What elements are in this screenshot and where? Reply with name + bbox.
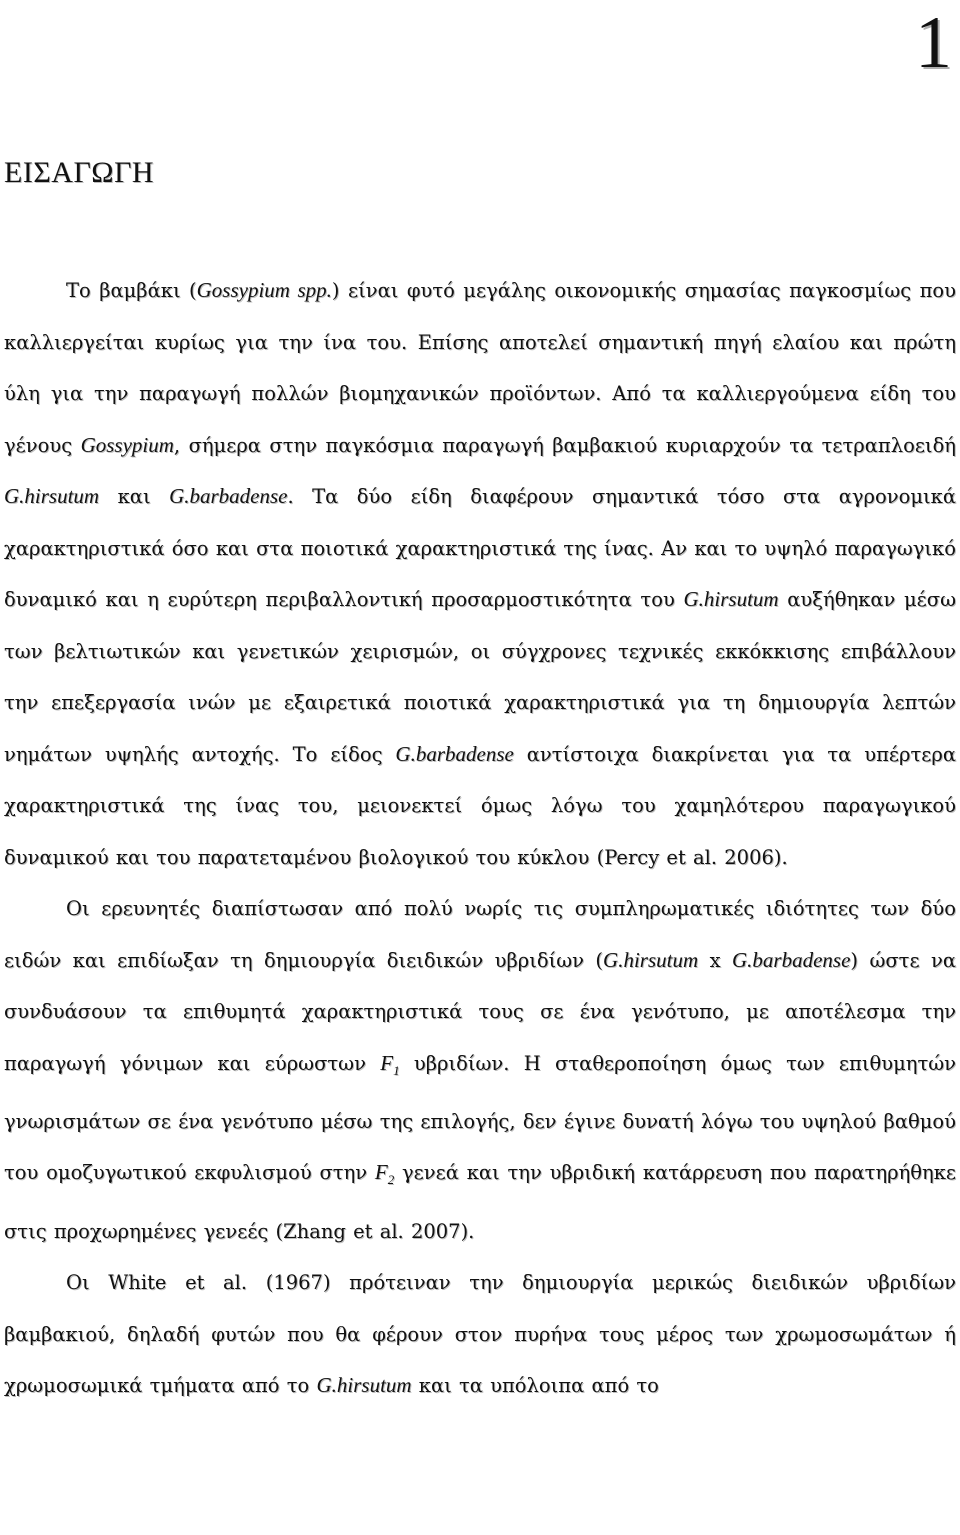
- chapter-title: ΕΙΣΑΓΩΓΗ: [4, 156, 155, 189]
- text-run: αυξήθηκαν μέσω των βελτιωτικών και γενετικών χειρισμών, οι σύγχρονες τεχνικές εκκόκκισης επιβάλλουν την επεξεργασία ινών με εξαιρετικά ποιοτικά χαρακτηριστικά για τη δημιουργία λεπτών νημάτων υψηλής αντοχής. Το είδος: [4, 588, 956, 766]
- text-run: . Τα δύο είδη διαφέρουν σημαντικά τόσο στα αγρονομικά χαρακτηριστικά όσο και στα ποιοτικά χαρακτηριστικά της ίνας. Αν και το υψηλό παραγωγικό δυναμικό και η ευρύτερη περιβαλλοντική προσαρμοστικότητα του: [4, 485, 956, 611]
- text-run: γενεά και την υβριδική κατάρρευση που παρατηρήθηκε στις προχωρημένες γενεές (Zhang et al. 2007).: [4, 1161, 956, 1243]
- text-run: , σήμερα στην παγκόσμια παραγωγή βαμβακιού κυριαρχούν τα τετραπλοειδή: [173, 433, 956, 457]
- paragraph: [4, 1257, 956, 1412]
- italic-text: F: [374, 1160, 388, 1185]
- subscript-text: 2: [387, 1172, 395, 1188]
- text-run: ) είναι φυτό μεγάλης οικονομικής σημασίας παγκοσμίως που καλλιεργείται κυρίως για την ίνα του. Επίσης αποτελεί σημαντική πηγή ελαίου και πρώτη ύλη για την παραγωγή πολλών βιομηχανικών προϊόντων. Από τα καλλιεργούμενα είδη του γένους: [4, 279, 956, 457]
- italic-text: G.barbadense: [732, 947, 851, 972]
- body-text: [4, 265, 956, 1412]
- text-run: και: [99, 485, 170, 508]
- text-run: Το βαμβάκι (: [66, 279, 197, 302]
- italic-text: G.hirsutum: [316, 1373, 412, 1398]
- text-run: υβριδίων. Η σταθεροποίηση όμως των επιθυμητών γνωρισμάτων σε ένα γενότυπο μέσω της επιλογής, δεν έγινε δυνατή λόγω του υψηλού βαθμού του ομοζυγωτικού εκφυλισμού στην: [4, 1051, 956, 1185]
- italic-text: F: [380, 1050, 394, 1075]
- text-run: Οι White et al. (1967) πρότειναν την δημιουργία μερικώς διειδικών υβριδίων βαμβακιού, δηλαδή φυτών που θα φέρουν στον πυρήνα τους μέρος των χρωμοσωμάτων ή χρωμοσωμικά τμήματα από το: [4, 1271, 956, 1398]
- text-run: αντίστοιχα διακρίνεται για τα υπέρτερα χαρακτηριστικά της ίνας του, μειονεκτεί όμως λόγω του χαμηλότερου παραγωγικού δυναμικού και του παρατεταμένου βιολογικού του κύκλου (Percy et al. 2006).: [4, 742, 956, 869]
- text-run: ) ώστε να συνδυάσουν τα επιθυμητά χαρακτηριστικά τους σε ένα γενότυπο, με αποτέλεσμα την παραγωγή γόνιμων και εύρωστων: [4, 948, 956, 1075]
- italic-text: G.barbadense: [169, 484, 288, 508]
- chapter-number: 1: [915, 2, 952, 84]
- text-run: Οι ερευνητές διαπίστωσαν από πολύ νωρίς τις συμπληρωματικές ιδιότητες των δύο ειδών και επιδίωξαν τη δημιουργία διειδικών υβριδίων (: [4, 897, 956, 972]
- text-run: και τα υπόλοιπα από το: [411, 1374, 659, 1398]
- italic-text: G.barbadense: [395, 741, 514, 766]
- paragraph: [4, 265, 956, 883]
- italic-text: G.hirsutum: [683, 587, 779, 611]
- italic-text: Gossypium: [80, 432, 174, 457]
- italic-text: G.hirsutum: [4, 484, 100, 508]
- text-run: x: [698, 948, 732, 972]
- italic-text: Gossypium spp.: [196, 278, 332, 302]
- italic-text: G.hirsutum: [603, 947, 699, 972]
- paragraph: [4, 883, 956, 1257]
- subscript-text: 1: [393, 1062, 400, 1078]
